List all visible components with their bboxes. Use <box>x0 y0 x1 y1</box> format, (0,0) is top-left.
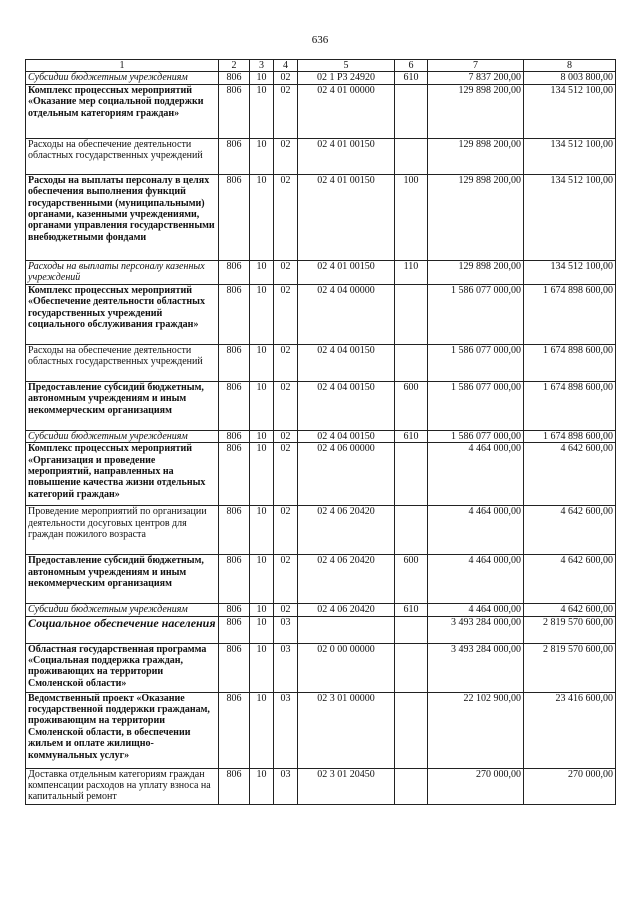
expense-type-cell <box>395 616 428 643</box>
gov-code-cell: 806 <box>219 643 250 692</box>
target-article-cell: 02 4 01 00000 <box>298 84 395 138</box>
target-article-cell: 02 3 01 20450 <box>298 768 395 804</box>
section-cell: 10 <box>250 430 274 442</box>
subsection-cell: 02 <box>274 443 298 506</box>
item-name-cell: Комплекс процессных мероприятий «Организация и проведение мероприятий, направленных на повышение качества жизни отдельных категорий граждан» <box>26 443 219 506</box>
subsection-cell: 02 <box>274 72 298 84</box>
amount-year2-cell: 2 819 570 600,00 <box>524 616 616 643</box>
expense-type-cell <box>395 443 428 506</box>
table-row <box>26 260 616 284</box>
amount-year1-cell: 22 102 900,00 <box>428 692 524 768</box>
expense-type-cell <box>395 692 428 768</box>
gov-code-cell: 806 <box>219 72 250 84</box>
item-name-cell: Комплекс процессных мероприятий «Обеспечение деятельности областных государственных учреждений социального обслуживания граждан» <box>26 284 219 344</box>
table-row <box>26 72 616 84</box>
gov-code-cell: 806 <box>219 430 250 442</box>
amount-year1-cell: 1 586 077 000,00 <box>428 430 524 442</box>
subsection-cell: 02 <box>274 381 298 430</box>
expense-type-cell: 100 <box>395 174 428 260</box>
target-article-cell: 02 0 00 00000 <box>298 643 395 692</box>
amount-year2-cell: 23 416 600,00 <box>524 692 616 768</box>
amount-year2-cell: 1 674 898 600,00 <box>524 381 616 430</box>
subsection-cell: 02 <box>274 430 298 442</box>
header-cell: 5 <box>298 60 395 72</box>
item-name-cell: Комплекс процессных мероприятий «Оказание мер социальной поддержки отдельным категориям граждан» <box>26 84 219 138</box>
gov-code-cell: 806 <box>219 84 250 138</box>
target-article-cell: 02 3 01 00000 <box>298 692 395 768</box>
section-cell: 10 <box>250 138 274 174</box>
amount-year1-cell: 129 898 200,00 <box>428 84 524 138</box>
target-article-cell: 02 4 04 00150 <box>298 344 395 381</box>
subsection-cell: 03 <box>274 643 298 692</box>
expense-type-cell: 610 <box>395 604 428 616</box>
amount-year2-cell: 1 674 898 600,00 <box>524 284 616 344</box>
subsection-cell: 02 <box>274 84 298 138</box>
amount-year1-cell: 4 464 000,00 <box>428 555 524 604</box>
gov-code-cell: 806 <box>219 604 250 616</box>
item-name-cell: Субсидии бюджетным учреждениям <box>26 72 219 84</box>
amount-year2-cell: 270 000,00 <box>524 768 616 804</box>
subsection-cell: 02 <box>274 174 298 260</box>
section-cell: 10 <box>250 84 274 138</box>
expense-type-cell <box>395 284 428 344</box>
item-name-cell: Доставка отдельным категориям граждан компенсации расходов на уплату взноса на капитальный ремонт <box>26 768 219 804</box>
amount-year1-cell: 3 493 284 000,00 <box>428 643 524 692</box>
section-cell: 10 <box>250 72 274 84</box>
amount-year1-cell: 3 493 284 000,00 <box>428 616 524 643</box>
expense-type-cell: 610 <box>395 430 428 442</box>
target-article-cell: 02 4 04 00000 <box>298 284 395 344</box>
amount-year1-cell: 270 000,00 <box>428 768 524 804</box>
gov-code-cell: 806 <box>219 138 250 174</box>
table-row <box>26 381 616 430</box>
section-cell: 10 <box>250 174 274 260</box>
gov-code-cell: 806 <box>219 381 250 430</box>
amount-year2-cell: 2 819 570 600,00 <box>524 643 616 692</box>
item-name-cell: Расходы на выплаты персоналу казенных учреждений <box>26 260 219 284</box>
expense-type-cell <box>395 768 428 804</box>
table-row <box>26 616 616 643</box>
table-row <box>26 430 616 442</box>
section-cell: 10 <box>250 643 274 692</box>
amount-year1-cell: 1 586 077 000,00 <box>428 284 524 344</box>
subsection-cell: 03 <box>274 616 298 643</box>
gov-code-cell: 806 <box>219 443 250 506</box>
header-cell: 1 <box>26 60 219 72</box>
table-row <box>26 768 616 804</box>
amount-year1-cell: 129 898 200,00 <box>428 174 524 260</box>
subsection-cell: 03 <box>274 768 298 804</box>
section-cell: 10 <box>250 284 274 344</box>
target-article-cell: 02 4 06 20420 <box>298 506 395 555</box>
item-name-cell: Проведение мероприятий по организации деятельности досуговых центров для граждан пожилого возраста <box>26 506 219 555</box>
table-row <box>26 174 616 260</box>
amount-year1-cell: 4 464 000,00 <box>428 604 524 616</box>
subsection-cell: 02 <box>274 604 298 616</box>
gov-code-cell: 806 <box>219 768 250 804</box>
amount-year2-cell: 134 512 100,00 <box>524 260 616 284</box>
amount-year2-cell: 4 642 600,00 <box>524 443 616 506</box>
amount-year1-cell: 129 898 200,00 <box>428 138 524 174</box>
amount-year2-cell: 4 642 600,00 <box>524 555 616 604</box>
header-cell: 2 <box>219 60 250 72</box>
target-article-cell: 02 4 04 00150 <box>298 381 395 430</box>
header-cell: 4 <box>274 60 298 72</box>
amount-year1-cell: 4 464 000,00 <box>428 506 524 555</box>
budget-table <box>25 59 616 805</box>
section-cell: 10 <box>250 616 274 643</box>
item-name-cell: Субсидии бюджетным учреждениям <box>26 604 219 616</box>
amount-year1-cell: 1 586 077 000,00 <box>428 344 524 381</box>
subsection-cell: 02 <box>274 555 298 604</box>
subsection-cell: 03 <box>274 692 298 768</box>
subsection-cell: 02 <box>274 260 298 284</box>
header-cell: 7 <box>428 60 524 72</box>
gov-code-cell: 806 <box>219 344 250 381</box>
table-row <box>26 692 616 768</box>
header-cell: 3 <box>250 60 274 72</box>
table-row <box>26 643 616 692</box>
amount-year2-cell: 134 512 100,00 <box>524 138 616 174</box>
section-cell: 10 <box>250 344 274 381</box>
amount-year2-cell: 4 642 600,00 <box>524 604 616 616</box>
expense-type-cell <box>395 344 428 381</box>
table-row <box>26 84 616 138</box>
amount-year2-cell: 8 003 800,00 <box>524 72 616 84</box>
table-row <box>26 344 616 381</box>
section-cell: 10 <box>250 260 274 284</box>
section-cell: 10 <box>250 604 274 616</box>
amount-year1-cell: 4 464 000,00 <box>428 443 524 506</box>
target-article-cell: 02 4 01 00150 <box>298 138 395 174</box>
section-cell: 10 <box>250 768 274 804</box>
gov-code-cell: 806 <box>219 555 250 604</box>
target-article-cell <box>298 616 395 643</box>
gov-code-cell: 806 <box>219 506 250 555</box>
table-row <box>26 284 616 344</box>
gov-code-cell: 806 <box>219 692 250 768</box>
target-article-cell: 02 4 06 20420 <box>298 555 395 604</box>
amount-year2-cell: 134 512 100,00 <box>524 174 616 260</box>
expense-type-cell <box>395 84 428 138</box>
expense-type-cell: 600 <box>395 555 428 604</box>
header-cell: 8 <box>524 60 616 72</box>
amount-year1-cell: 129 898 200,00 <box>428 260 524 284</box>
item-name-cell: Расходы на обеспечение деятельности областных государственных учреждений <box>26 344 219 381</box>
target-article-cell: 02 4 01 00150 <box>298 260 395 284</box>
table-row <box>26 138 616 174</box>
target-article-cell: 02 4 06 20420 <box>298 604 395 616</box>
amount-year1-cell: 1 586 077 000,00 <box>428 381 524 430</box>
gov-code-cell: 806 <box>219 284 250 344</box>
header-cell: 6 <box>395 60 428 72</box>
item-name-cell: Субсидии бюджетным учреждениям <box>26 430 219 442</box>
subsection-cell: 02 <box>274 506 298 555</box>
subsection-cell: 02 <box>274 284 298 344</box>
item-name-cell: Расходы на обеспечение деятельности областных государственных учреждений <box>26 138 219 174</box>
expense-type-cell: 600 <box>395 381 428 430</box>
page-number: 636 <box>311 34 329 46</box>
section-cell: 10 <box>250 555 274 604</box>
item-name-cell: Социальное обеспечение населения <box>26 616 219 643</box>
expense-type-cell <box>395 643 428 692</box>
subsection-cell: 02 <box>274 344 298 381</box>
gov-code-cell: 806 <box>219 260 250 284</box>
amount-year2-cell: 134 512 100,00 <box>524 84 616 138</box>
table-row <box>26 604 616 616</box>
item-name-cell: Ведомственный проект «Оказание государственной поддержки гражданам, проживающим на территории Смоленской области, в обеспечении жильем и оплате жилищно-коммунальных услуг» <box>26 692 219 768</box>
header-row <box>26 60 616 72</box>
target-article-cell: 02 4 04 00150 <box>298 430 395 442</box>
expense-type-cell: 610 <box>395 72 428 84</box>
section-cell: 10 <box>250 506 274 555</box>
table-row <box>26 443 616 506</box>
expense-type-cell: 110 <box>395 260 428 284</box>
item-name-cell: Расходы на выплаты персоналу в целях обеспечения выполнения функций государственными (муниципальными) органами, казенными учреждениями, органами управления государственными внебюджетными фондами <box>26 174 219 260</box>
amount-year2-cell: 4 642 600,00 <box>524 506 616 555</box>
amount-year2-cell: 1 674 898 600,00 <box>524 344 616 381</box>
gov-code-cell: 806 <box>219 174 250 260</box>
target-article-cell: 02 4 01 00150 <box>298 174 395 260</box>
section-cell: 10 <box>250 381 274 430</box>
section-cell: 10 <box>250 692 274 768</box>
target-article-cell: 02 4 06 00000 <box>298 443 395 506</box>
table-row <box>26 555 616 604</box>
item-name-cell: Предоставление субсидий бюджетным, автономным учреждениям и иным некоммерческим организациям <box>26 555 219 604</box>
table-row <box>26 506 616 555</box>
expense-type-cell <box>395 138 428 174</box>
section-cell: 10 <box>250 443 274 506</box>
item-name-cell: Областная государственная программа «Социальная поддержка граждан, проживающих на территории Смоленской области» <box>26 643 219 692</box>
item-name-cell: Предоставление субсидий бюджетным, автономным учреждениям и иным некоммерческим организациям <box>26 381 219 430</box>
amount-year1-cell: 7 837 200,00 <box>428 72 524 84</box>
amount-year2-cell: 1 674 898 600,00 <box>524 430 616 442</box>
gov-code-cell: 806 <box>219 616 250 643</box>
target-article-cell: 02 1 Р3 24920 <box>298 72 395 84</box>
expense-type-cell <box>395 506 428 555</box>
subsection-cell: 02 <box>274 138 298 174</box>
